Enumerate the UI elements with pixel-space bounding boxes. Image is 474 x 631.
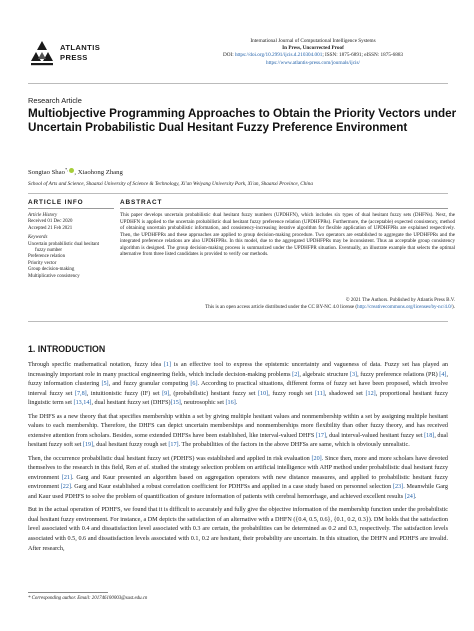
citation-link[interactable]: [22] (60, 484, 71, 491)
citation-link[interactable]: [21] (61, 474, 73, 481)
citation-link[interactable]: [17] (168, 442, 179, 449)
footnote-rule (28, 592, 108, 593)
citation-link[interactable]: [16] (225, 400, 236, 407)
citation-link[interactable]: [12] (365, 390, 376, 397)
author-name: , Xiaohong Zhang (74, 169, 123, 177)
journal-name: International Journal of Computational Intelligence Systems (250, 38, 376, 44)
citation-link[interactable]: [6] (190, 381, 198, 388)
paragraph-text: , intuitionistic fuzzy (IF) set (86, 390, 163, 397)
citation-link[interactable]: [13,14] (73, 400, 92, 407)
paragraph-text: . (414, 493, 417, 500)
copyright-block (120, 297, 455, 312)
author-list (28, 167, 123, 176)
paragraph-text: , dual interval-valued hesitant fuzzy set (326, 432, 425, 439)
paragraph-text: , shadowed set (324, 390, 366, 397)
article-title: Multiobjective Programming Approaches to Obtain the Priority Vectors under Uncertain Probabilistic Dual Hesitant Fuzzy Preference Environment (28, 107, 457, 135)
section-heading-introduction: 1. INTRODUCTION (28, 344, 106, 354)
paragraph-text: is an effective tool to express the epistemic uncertainty and vagueness of data. Fuzzy set has played an increasingly important role in many practical engineering fields, which include decision-making problems (28, 362, 448, 378)
article-info-heading: ARTICLE INFO (28, 199, 84, 206)
paragraph-text: . The probabilities of the factors in the above DHFSs are same, which is obviously unrealistic. (178, 442, 410, 449)
paragraph-text: , dual hesitant fuzzy rough set (93, 442, 169, 449)
keyword-item: Multiplicative consistency (28, 273, 80, 279)
citation-link[interactable]: [3] (349, 371, 358, 378)
proof-status: In Press, Uncorrected Proof (282, 45, 344, 52)
citation-link[interactable]: [17] (315, 432, 327, 439)
citation-link[interactable]: [7,8] (74, 390, 87, 397)
paragraph-text: , fuzzy information clustering (28, 371, 449, 388)
license-prefix: This is an open access article distributed under the CC BY-NC 4.0 license ( (205, 304, 358, 311)
paragraph-text: , fuzzy rough set (268, 390, 315, 397)
paragraph-text: , dual hesitant fuzzy soft set (28, 432, 448, 449)
paragraph (28, 506, 448, 554)
paragraph-text: , proportional hesitant fuzzy linguistic term set (28, 390, 449, 407)
paragraph-text: , algebraic structure (299, 371, 350, 378)
paragraph (28, 455, 448, 503)
keyword-item: Group decision-making (28, 267, 75, 273)
keyword-item: Priority vector (28, 260, 57, 266)
keyword-item: Uncertain probabilistic dual hesitant (28, 241, 100, 247)
abstract-heading: ABSTRACT (120, 199, 163, 206)
atlantis-logo-icon (28, 40, 56, 70)
paragraph-text: The DHFS as a new theory that that specifies membership within a set by giving multiple hesitant values and nonmembership within a set by assigning multiple hesitant values to each membership. Therefore, the DHFS can depict uncertain memberships and nonmemberships more flexibility than other fuzzy theory, and has received extensive attention from scholars. Besides, some extended DHFSs have been established, like interval-valued DHFS (28, 413, 448, 439)
author-affiliation: School of Arts and Science, Shaanxi University of Science & Technology, Xi'an Weiyang University Park, Xi'an, Shaanxi Province, China (28, 181, 313, 187)
logo-text-line2: PRESS (60, 53, 88, 62)
publisher-logo[interactable] (28, 38, 128, 78)
citation-link[interactable]: [19] (82, 442, 94, 449)
abstract-bottom-rule (28, 321, 448, 322)
citation-link[interactable]: [1] (163, 362, 172, 368)
article-info-panel (28, 213, 113, 280)
citation-link[interactable]: [2] (292, 371, 300, 378)
paragraph-text: . Garg and Kaur presented an algorithm based on aggregation operators with new distance measures, and applied to probabilistic hesitant fuzzy environment (28, 474, 448, 491)
journal-info (143, 38, 474, 67)
paragraph (28, 413, 448, 451)
introduction-body (28, 361, 448, 558)
keywords-label: Keywords (28, 235, 48, 241)
citation-link[interactable]: [5] (101, 381, 109, 388)
received-date: Received 01 Dec 2020 (28, 219, 73, 225)
paragraph (28, 361, 448, 409)
citation-link[interactable]: [24] (404, 493, 415, 500)
citation-link[interactable]: [11] (314, 390, 325, 397)
doi-link[interactable]: https://doi.org/10.2991/ijcis.d.210304.001 (234, 52, 323, 59)
citation-link[interactable]: [10] (258, 390, 269, 397)
paragraph-text: . (235, 400, 238, 407)
keyword-item: fuzzy number (35, 248, 63, 254)
paragraph-text: studied the strategy selection problem on artificial intelligence with AHP method under probabilistic dual hesitant fuzzy environment (28, 465, 449, 481)
paragraph-text: , neutrosophic set (180, 400, 226, 407)
logo-text-line1: ATLANTIS (60, 43, 101, 52)
copyright-line: © 2021 The Authors. Published by Atlantis Press B.V. (345, 297, 455, 303)
abstract-text: This paper develops uncertain probabilistic dual hesitant fuzzy numbers (UPDHFN), which includes six types of dual hesitant fuzzy sets (DHFNs). Next, the UPDHFN is applied to the uncertain probabilistic dual hesitant fuzzy preference relation (UPDHFPRs). Furthermore, the (acceptable) expected consistency, method of obtaining uncertain probabilistic information, and consistency-increasing iterative algorithm for flexible application of UPDHFPRs are explained respectively. Then, the UPDHFPRs and these approaches are applied to group decision-making procedure. Two operators are established to aggregate the UPDHFPRs and the integrated preference relations are also UPDHFPRs. In this model, due to the aggregated UPDHFPRs may be inconsistent. Thus an acceptable group consistency algorithm is designed. The group decision-making process is summarized under the UPDHFPR situation. Eventually, an illustrate example that selects the optimal alternative from three listed candidates is provided to verify our methods. (120, 212, 455, 258)
abstract-rule (120, 208, 448, 209)
doi-line (143, 52, 474, 59)
paragraph-text: But in the actual operation of PDHFS, we found that it is difficult to accurately and fully give the objective information of the membership function under the probabilistic dual hesitant fuzzy environment. For instance, a DM depicts the satisfaction of an alternative with a DHFN ({0.4, 0.5, 0.6}, {0.1, 0.2, 0.3}). DM holds that the satisfaction level associated with 0.4 and dissatisfaction level associated with 0.3 are certain, the probabilities can be determined as 0.2 and 0.3, respectively. The satisfaction levels associated with 0.5, 0.6 and dissatisfaction levels associated with 0.1, 0.2 are hesitant, their probability are uncertain. In this situation, the DHFN and PDHFS are invalid. After research, (28, 507, 448, 552)
journal-site-link[interactable]: https://www.atlantis-press.com/journals/ijcis/ (266, 59, 360, 66)
paragraph-text: . Garg and Kaur established a robust correlation coefficient for PDHFSs and applied in a case study based on personnel selection (71, 484, 393, 491)
section-divider (28, 193, 448, 194)
info-rule (28, 208, 114, 209)
citation-link[interactable]: [15] (170, 400, 181, 407)
corresponding-author-footnote: * Corresponding author. Email: 201746100003@sust.edu.cn (28, 596, 148, 601)
header-divider (28, 83, 448, 84)
author-name: Songtao Shao (28, 169, 65, 177)
journal-header (28, 38, 448, 78)
paragraph-text: , (probabilistic) hesitant fuzzy set (169, 390, 258, 397)
paragraph-text: . According to practical situations, different forms of fuzzy set have been proposed, which involve interval fuzzy set (28, 381, 448, 397)
accepted-date: Accepted 21 Feb 2021 (28, 225, 73, 231)
paragraph-text: , fuzzy preference relations (PR) (357, 371, 440, 378)
license-link[interactable]: http://creativecommons.org/licenses/by-nc/4.0/ (357, 304, 453, 311)
paragraph-text: . Since then, more and more scholars have devoted themselves to the research in this field, Ren (28, 455, 448, 472)
keyword-item: Preference relation (28, 254, 66, 260)
paragraph-text: . Meanwhile Garg and Kaur used PDHFS to solve the problem of quantification of gesture information of patients with cerebral hemorrhage, and achieved excellent results (28, 484, 448, 500)
citation-link[interactable]: [4] (439, 371, 447, 378)
citation-link[interactable]: [20] (311, 455, 322, 462)
doi-prefix: DOI: (222, 52, 235, 59)
paragraph-text: , and fuzzy granular computing (108, 381, 191, 388)
paragraph-text: Then, the occurrence probabilistic dual hesitant fuzzy set (PDHFS) was established and applied in risk evaluation (28, 455, 312, 462)
history-label: Article History (28, 213, 58, 218)
emphasis-text: et al. (137, 465, 150, 472)
license-suffix: ). (452, 304, 455, 311)
issn-text: ; ISSN: 1875-6891; eISSN: 1875-6883 (322, 52, 404, 59)
license-line (120, 304, 455, 311)
citation-link[interactable]: [9] (162, 390, 170, 397)
article-type: Research Article (28, 96, 82, 105)
paragraph-text: , dual hesitant fuzzy set (DHFS) (91, 400, 171, 407)
citation-link[interactable]: [23] (392, 484, 404, 491)
corresponding-mark: *, (64, 167, 69, 172)
paragraph-text: Through specific mathematical notation, fuzzy idea (28, 362, 164, 368)
citation-link[interactable]: [18] (424, 432, 435, 439)
